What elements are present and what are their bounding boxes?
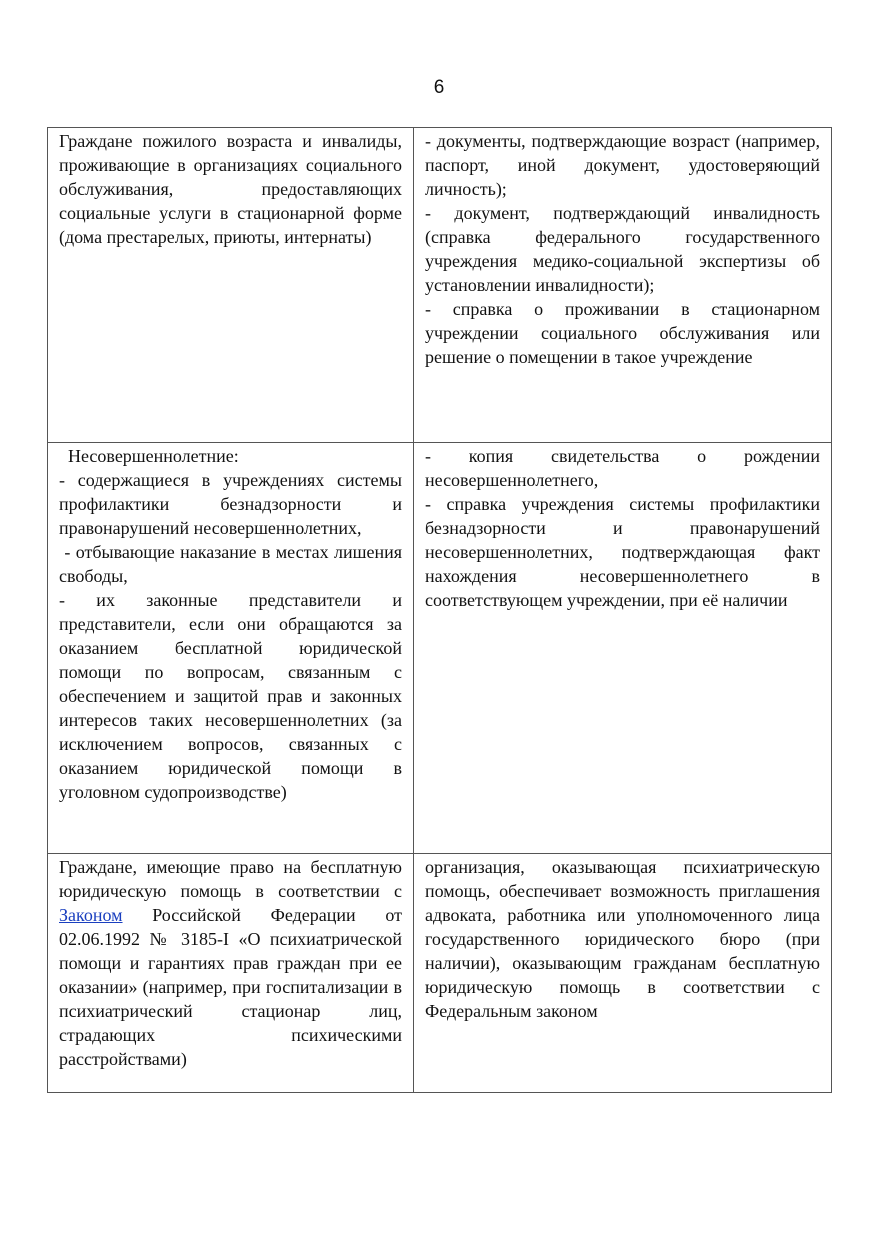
document-item: - справка о проживании в стационарном учреждении социального обслуживания или решение о помещении в такое учреждение (425, 299, 820, 367)
documents-cell (414, 443, 832, 854)
category-heading: Несовершеннолетние: (59, 446, 239, 466)
table-row (48, 854, 832, 1093)
table-row (48, 443, 832, 854)
document-item: - справка учреждения системы профилактики безнадзорности и правонарушений несовершеннолетних, подтверждающая факт нахождения несовершеннолетнего в соответствующем учреждении, при её наличии (425, 494, 820, 610)
category-item: - содержащиеся в учреждениях системы профилактики безнадзорности и правонарушений несовершеннолетних, (59, 470, 402, 538)
document-item: организация, оказывающая психиатрическую помощь, обеспечивает возможность приглашения адвоката, работника или уполномоченного лица государственного юридического бюро (при наличии), оказывающим гражданам бесплатную юридическую помощь в соответствии с Федеральным законом (425, 857, 820, 1021)
documents-cell (414, 128, 832, 443)
category-item: - их законные представители и представители, если они обращаются за оказанием бесплатной юридической помощи по вопросам, связанным с обеспечением и защитой прав и законных интересов таких несовершеннолетних (за исключением вопросов, связанных с оказанием юридической помощи в уголовном судопроизводстве) (59, 590, 402, 802)
category-cell (48, 128, 414, 443)
category-cell (48, 443, 414, 854)
document-item: - документ, подтверждающий инвалидность (справка федерального государственного учреждения медико-социальной экспертизы об установлении инвалидности); (425, 203, 820, 295)
documents-cell (414, 854, 832, 1093)
law-link[interactable]: Законом (59, 905, 123, 925)
category-item: - отбывающие наказание в местах лишения свободы, (59, 542, 407, 586)
category-cell (48, 854, 414, 1093)
category-text-end: Российской Федерации от 02.06.1992 № 3185-I «О психиатрической помощи и гарантиях прав граждан при ее оказании» (например, при госпитализации в психиатрический стационар лиц, страдающих психическими расстройствами) (59, 905, 402, 1069)
category-text: Граждане пожилого возраста и инвалиды, проживающие в организациях социального обслуживания, предоставляющих социальные услуги в стационарной форме (дома престарелых, приюты, интернаты) (59, 131, 402, 247)
eligibility-table (47, 127, 832, 1093)
page-number: 6 (433, 77, 445, 98)
document-item: - копия свидетельства о рождении несовершеннолетнего, (425, 446, 820, 490)
category-text-start: Граждане, имеющие право на бесплатную юридическую помощь в соответствии с (59, 857, 402, 901)
document-item: - документы, подтверждающие возраст (например, паспорт, иной документ, удостоверяющий личность); (425, 131, 820, 199)
table-row (48, 128, 832, 443)
